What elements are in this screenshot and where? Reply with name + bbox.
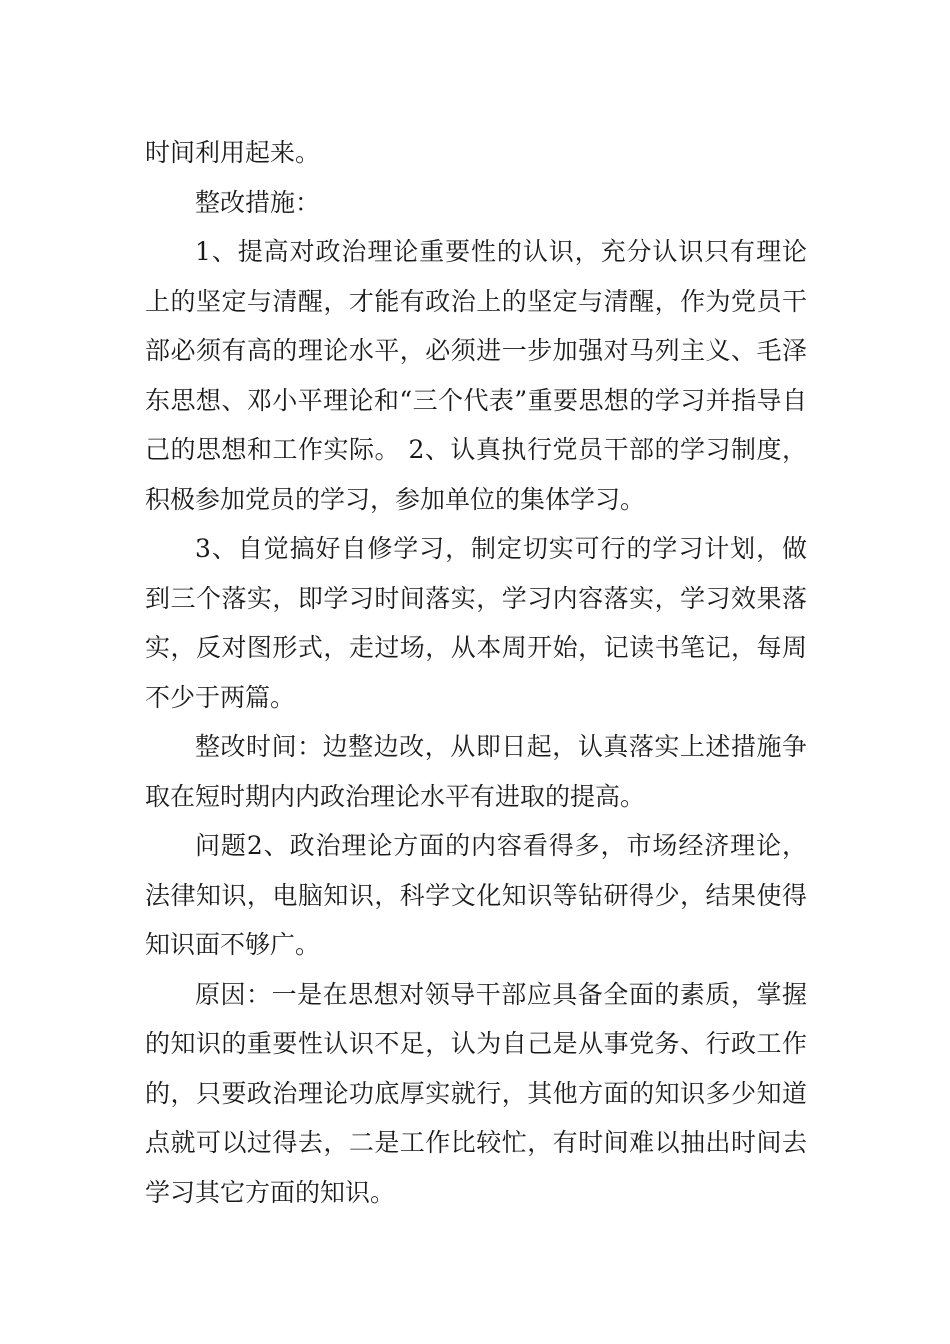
- paragraph-reason: 原因：一是在思想对领导干部应具备全面的素质，掌握的知识的重要性认识不足，认为自己是从事党务、行政工作的，只要政治理论功底厚实就行，其他方面的知识多少知道点就可以过得去，二是工作比较忙，有时间难以抽出时间去学习其它方面的知识。: [145, 979, 807, 1207]
- paragraph-measure-3: 3、自觉搞好自修学习，制定切实可行的学习计划，做到三个落实，即学习时间落实，学习内容落实，学习效果落实，反对图形式，走过场，从本周开始，记读书笔记，每周不少于两篇。: [145, 534, 807, 712]
- paragraph-measure-1-2: 1、提高对政治理论重要性的认识，充分认识只有理论上的坚定与清醒，才能有政治上的坚定与清醒，作为党员干部必须有高的理论水平，必须进一步加强对马列主义、毛泽东思想、邓小平理论和“三个代表”重要思想的学习并指导自己的思想和工作实际。 2、认真执行党员干部的学习制度，积极参加党员的学习，参加单位的集体学习。: [145, 237, 807, 514]
- paragraph-problem-2: 问题2、政治理论方面的内容看得多，市场经济理论，法律知识，电脑知识，科学文化知识等钻研得少，结果使得知识面不够广。: [145, 831, 807, 959]
- document-body: [145, 128, 807, 1217]
- paragraph-rectification-time: 整改时间：边整边改，从即日起，认真落实上述措施争取在短时期内内政治理论水平有进取的提高。: [145, 732, 807, 811]
- paragraph-rectification-measures-heading: 整改措施：: [195, 187, 321, 217]
- paragraph-continuation: 时间利用起来。: [145, 138, 321, 167]
